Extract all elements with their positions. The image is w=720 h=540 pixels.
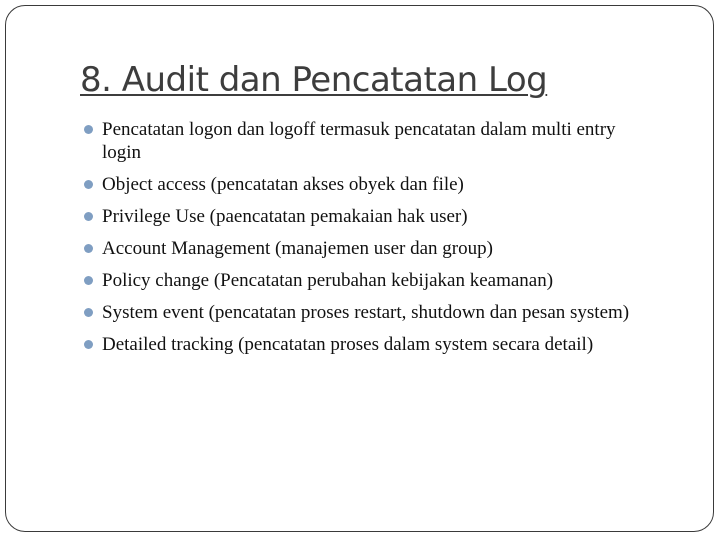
bullet-item [84,205,659,228]
bullet-dot-icon [84,340,93,349]
slide-title: 8. Audit dan Pencatatan Log [80,60,548,100]
bullet-dot-icon [84,308,93,317]
bullet-text: Pencatatan logon dan logoff termasuk pencatatan dalam multi entry login [102,119,616,163]
bullet-dot-icon [84,125,93,134]
bullet-text: System event (pencatatan proses restart, shutdown dan pesan system) [102,302,630,323]
bullet-item [84,118,659,164]
bullet-item [84,237,659,260]
bullet-text: Privilege Use (paencatatan pemakaian hak user) [102,206,468,227]
bullet-dot-icon [84,244,93,253]
bullet-dot-icon [84,180,93,189]
bullet-dot-icon [84,212,93,221]
bullet-text: Account Management (manajemen user dan group) [102,238,493,259]
bullet-text: Policy change (Pencatatan perubahan kebijakan keamanan) [102,270,554,291]
bullet-text: Object access (pencatatan akses obyek dan file) [102,174,464,195]
bullet-item [84,173,659,196]
bullet-list [84,118,659,365]
bullet-item [84,333,659,356]
bullet-item [84,269,659,292]
bullet-dot-icon [84,276,93,285]
bullet-text: Detailed tracking (pencatatan proses dalam system secara detail) [102,334,594,355]
bullet-item [84,301,659,324]
